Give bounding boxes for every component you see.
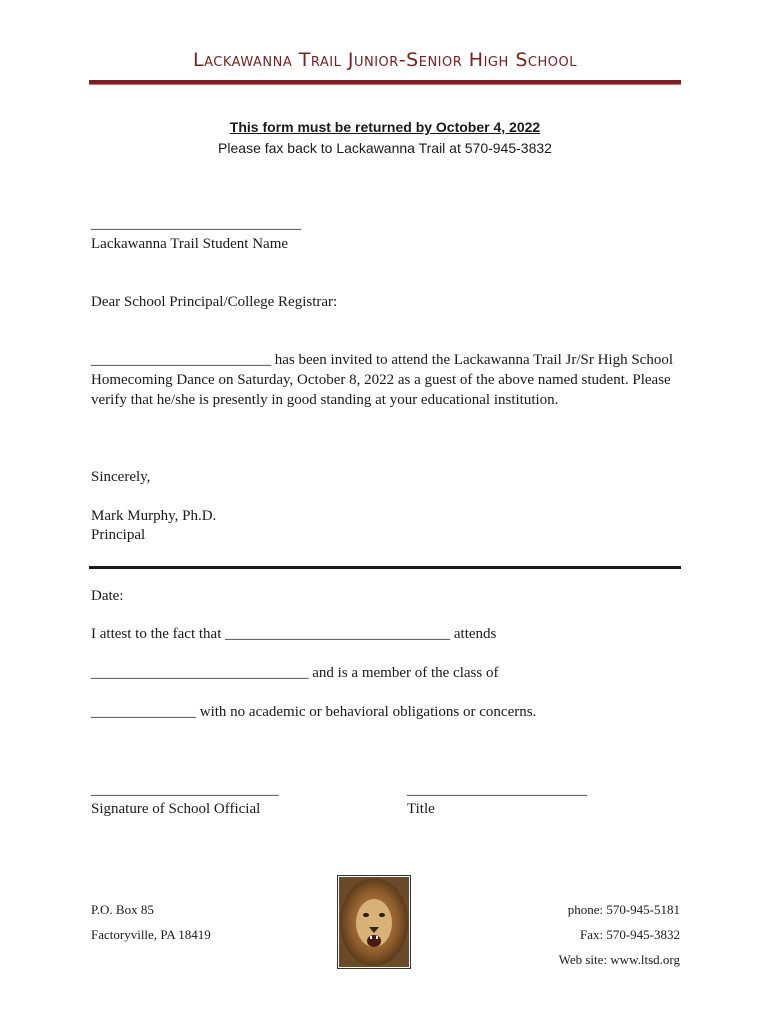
header-divider xyxy=(89,80,681,85)
letter-body: ________________________ has been invited to attend the Lackawanna Trail Jr/Sr High School Homecoming Dance on Saturday, October 8, 2022 as a guest of the above named student. Please verify that he/she is presently in good standing at your educational institution. xyxy=(91,352,674,408)
attest-line-3[interactable]: ______________ with no academic or behavioral obligations or concerns. xyxy=(91,704,537,720)
return-deadline-notice: This form must be returned by October 4, 2022 xyxy=(229,119,541,135)
attest-line-2[interactable]: _____________________________ and is a member of the class of xyxy=(91,665,499,681)
title-blank[interactable]: ________________________ xyxy=(407,782,587,798)
fax-instructions: Please fax back to Lackawanna Trail at 570-945-3832 xyxy=(218,140,552,156)
student-name-label: Lackawanna Trail Student Name xyxy=(91,236,289,252)
school-name-heading: Lackawanna Trail Junior-Senior High School xyxy=(193,49,577,71)
fax-number: Fax: 570-945-3832 xyxy=(579,927,680,942)
lion-logo-icon xyxy=(337,875,411,969)
signature-label: Signature of School Official xyxy=(91,801,261,817)
signature-blank[interactable]: _________________________ xyxy=(91,782,279,798)
phone-number: phone: 570-945-5181 xyxy=(567,902,680,917)
signer-name: Mark Murphy, Ph.D. xyxy=(91,508,217,524)
title-label: Title xyxy=(407,801,435,817)
city-address: Factoryville, PA 18419 xyxy=(91,927,211,942)
signer-title: Principal xyxy=(91,527,146,543)
section-divider xyxy=(89,566,681,569)
closing: Sincerely, xyxy=(91,469,151,485)
salutation: Dear School Principal/College Registrar: xyxy=(91,294,338,310)
attest-line-1[interactable]: I attest to the fact that ______________________________ attends xyxy=(91,626,497,642)
po-box: P.O. Box 85 xyxy=(91,902,154,917)
student-name-blank[interactable]: ____________________________ xyxy=(91,216,301,232)
date-label: Date: xyxy=(91,588,124,604)
website[interactable]: Web site: www.ltsd.org xyxy=(558,952,680,967)
